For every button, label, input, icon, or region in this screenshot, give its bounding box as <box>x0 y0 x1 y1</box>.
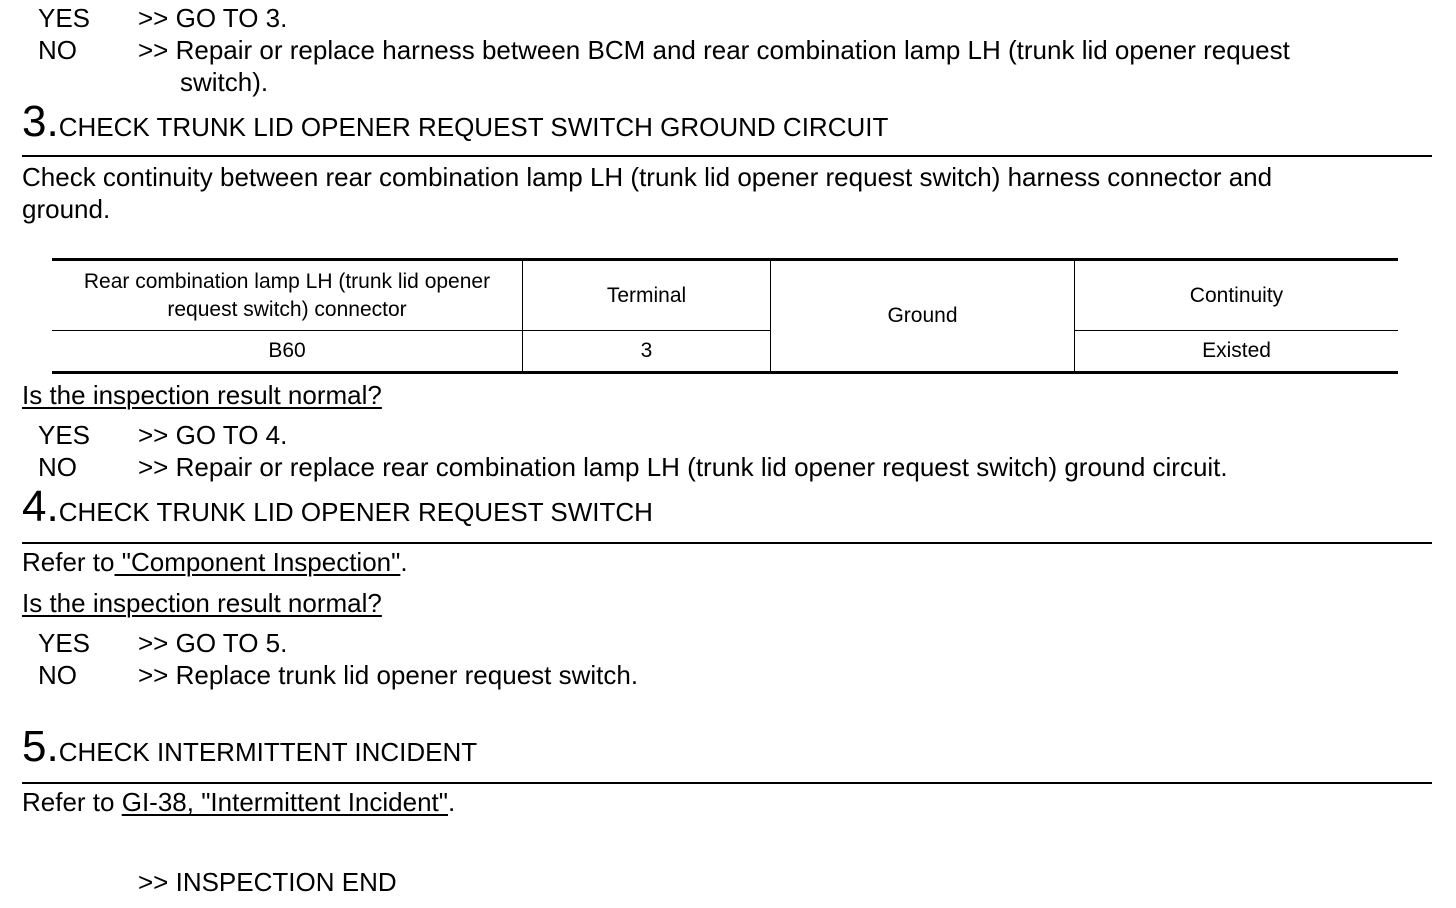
table-cell-connector: B60 <box>268 339 306 362</box>
step4-yes-action: >> GO TO 5. <box>138 628 288 658</box>
table-cell-terminal: 3 <box>640 339 653 362</box>
step4-refer-prefix: Refer to <box>22 547 115 577</box>
step3-number: 3. <box>22 97 59 146</box>
step3-question: Is the inspection result normal? <box>22 380 382 410</box>
continuity-table <box>52 258 1398 374</box>
step5-divider <box>22 782 1432 784</box>
step4-no-action: >> Replace trunk lid opener request switch. <box>138 660 639 690</box>
step5-heading <box>22 722 478 771</box>
step5-refer-prefix: Refer to <box>22 787 122 817</box>
step4-refer-suffix: . <box>400 547 408 577</box>
step3-title: CHECK TRUNK LID OPENER REQUEST SWITCH GROUND CIRCUIT <box>58 112 889 142</box>
table-header-continuity: Continuity <box>1189 283 1284 307</box>
table-header-connector-line1: Rear combination lamp LH (trunk lid opener <box>83 269 491 293</box>
step3-divider <box>22 155 1432 157</box>
step5-number: 5. <box>22 722 59 771</box>
step5-title: CHECK INTERMITTENT INCIDENT <box>58 737 478 767</box>
step3-yes-label: YES <box>38 420 91 450</box>
step4-yes-label: YES <box>38 628 91 658</box>
step4-question: Is the inspection result normal? <box>22 588 382 618</box>
table-ground: Ground <box>887 304 958 327</box>
step3-instruction: Check continuity between rear combination lamp LH (trunk lid opener request switch) harness connector and <box>22 162 1273 192</box>
step3-heading <box>22 97 889 146</box>
table-bottom-border <box>52 371 1398 374</box>
step3-no-action: >> Repair or replace rear combination lamp LH (trunk lid opener request switch) ground circuit. <box>138 452 1228 482</box>
component-inspection-link[interactable]: "Component Inspection" <box>114 547 401 577</box>
step2-no-label: NO <box>38 35 77 65</box>
step3-yes-action: >> GO TO 4. <box>138 420 288 450</box>
step4-no-label: NO <box>38 660 77 690</box>
step3-instruction-continued: ground. <box>22 194 111 224</box>
table-header-connector <box>52 261 522 330</box>
step2-yes-label: YES <box>38 3 91 33</box>
step2-no-action-continued: switch). <box>180 67 269 97</box>
step5-refer <box>22 786 455 818</box>
step4-number: 4. <box>22 482 59 531</box>
step3-no-label: NO <box>38 452 77 482</box>
step2-yes-action: >> GO TO 3. <box>138 3 288 33</box>
intermittent-incident-link[interactable]: GI-38, "Intermittent Incident" <box>121 787 448 817</box>
step5-refer-suffix: . <box>448 787 456 817</box>
table-cell-continuity: Existed <box>1202 339 1271 362</box>
step4-refer <box>22 546 408 578</box>
table-header-terminal: Terminal <box>606 283 687 307</box>
step4-title: CHECK TRUNK LID OPENER REQUEST SWITCH <box>58 497 653 527</box>
table-header-connector-line2: request switch) connector <box>167 297 407 321</box>
step4-heading <box>22 482 653 531</box>
inspection-end: >> INSPECTION END <box>138 867 397 897</box>
step4-divider <box>22 542 1432 544</box>
step2-no-action: >> Repair or replace harness between BCM and rear combination lamp LH (trunk lid opener request <box>138 35 1290 65</box>
